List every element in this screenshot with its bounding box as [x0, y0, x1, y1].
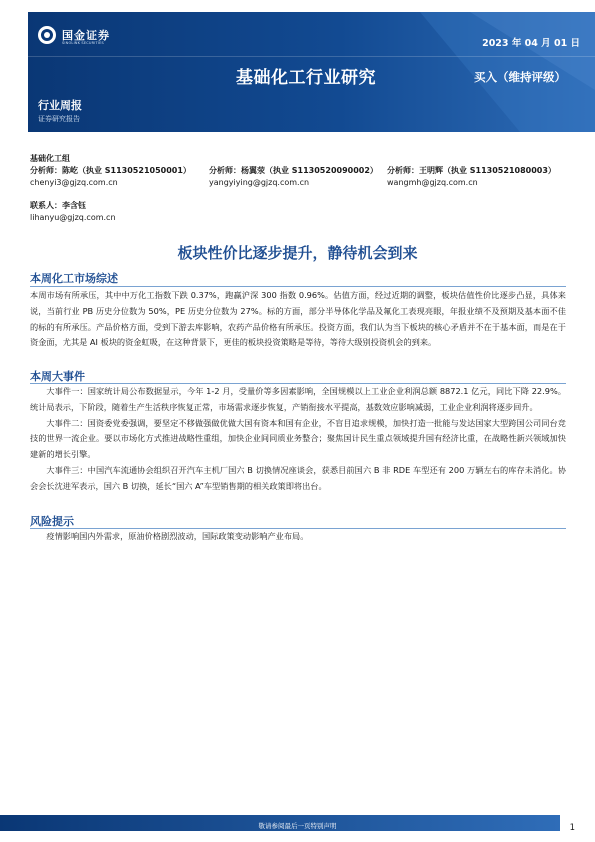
section-title-events: 本周大事件 [30, 370, 85, 383]
logo-subtitle: SINOLINK SECURITIES [62, 41, 104, 45]
contact-name: 联系人：李含钰 [30, 201, 86, 210]
event-item: 大事件二：国资委党委强调，要坚定不移做强做优做大国有资本和国有企业，不盲目追求规模，加快打造一批能与发达国家大型跨国公司同台竞技的世界一流企业。要以市场化方式推进战略性重组，加快企业间同质业务整合；聚焦国计民生重点领域提升国有经济比重，在战略性新兴领域加快建新的增长引擎。 [30, 417, 566, 460]
section-divider [30, 286, 566, 287]
market-paragraph: 本周市场有所承压，其中中万化工指数下跌 0.37%，跑赢沪深 300 指数 0.96%。估值方面，经过近期的调整，板块估值性价比逐步凸显，具体来说，当前行业 PB 历史分位数为 50%，PE 历史分位数为 27%。标的方面，部分半导体化学品及氟化工表现亮眼，年报业绩不及预期及基本面不佳的标的有所承压。产品价格方面，受到下游去库影响，农药产品价格有所承压。投资方面，我们认为当下板块的核心矛盾并不在于基本面，而是在于资金面，尤其是 AI 板块的资金虹吸，在这种背景下，更佳的板块投资策略是等待，等待大级别投资机会的到来。 [30, 290, 566, 348]
report-header [0, 0, 595, 140]
analyst-name: 分析师：王明辉（执业 S1130521080003） [387, 166, 556, 175]
risk-section [30, 529, 566, 545]
report-title: 基础化工行业研究 [236, 68, 376, 88]
report-date: 2023 年 04 月 01 日 [482, 38, 580, 49]
report-subtype: 证券研究报告 [38, 115, 80, 123]
analyst-name: 分析师：杨翼荥（执业 S1130520090002） [209, 166, 378, 175]
logo-icon [38, 26, 56, 44]
footer-disclaimer[interactable]: 敬请参阅最后一页特别声明 [258, 822, 337, 830]
events-list [30, 384, 566, 495]
team-name: 基础化工组 [30, 154, 70, 163]
analyst-email[interactable]: wangmh@gjzq.com.cn [387, 178, 478, 187]
analyst-name: 分析师：陈屹（执业 S1130521050001） [30, 166, 191, 175]
page-number: 1 [569, 823, 575, 833]
analyst-2 [209, 165, 378, 189]
analyst-email[interactable]: chenyi3@gjzq.com.cn [30, 178, 118, 187]
analyst-email[interactable]: yangyiying@gjzq.com.cn [209, 178, 310, 187]
analyst-3 [387, 165, 556, 189]
contact-email[interactable]: lihanyu@gjzq.com.cn [30, 213, 116, 222]
logo-text: 国金证券 [62, 29, 110, 42]
risk-paragraph: 疫情影响国内外需求，原油价格剧烈波动，国际政策变动影响产业布局。 [46, 531, 309, 541]
section-title-risk: 风险提示 [30, 515, 74, 528]
contact-person [30, 200, 116, 224]
rating-badge: 买入（维持评级） [474, 70, 566, 84]
event-item: 大事件三：中国汽车流通协会组织召开汽车主机厂国六 B 切换情况座谈会，获悉目前国六 B 非 RDE 车型还有 200 万辆左右的库存未消化。协会会长沈进军表示，国六 B 切换，延长“国六 A”车型销售期的相关政策即将出台。 [30, 464, 566, 491]
section-title-market: 本周化工市场综述 [30, 272, 118, 285]
market-summary [30, 288, 566, 351]
analyst-1 [30, 165, 191, 189]
report-type: 行业周报 [38, 99, 82, 112]
event-item: 大事件一：国家统计局公布数据显示，今年 1-2 月，受量价等多因素影响，全国规模以上工业企业利润总额 8872.1 亿元，同比下降 22.9%。统计局表示，下阶段，随着生产生活秩序恢复正常，市场需求逐步恢复，产销衔接水平提高，基数效应影响减弱，工业企业利润将逐步回升。 [30, 386, 566, 412]
report-headline: 板块性价比逐步提升，静待机会到来 [177, 244, 418, 262]
